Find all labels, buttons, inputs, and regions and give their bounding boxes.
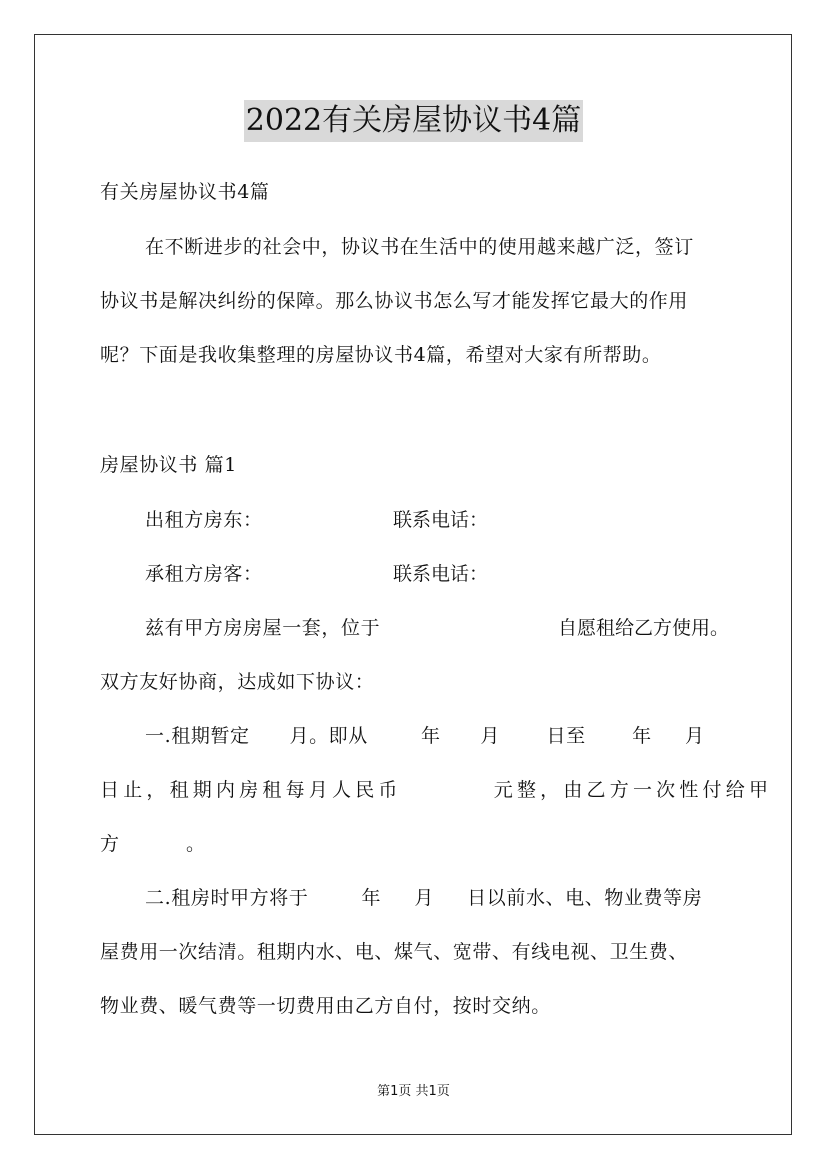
lessor-phone-label: 联系电话： [393,509,489,531]
clause-2-line-3: 物业费、暖气费等一切费用由乙方自付，按时交纳。 [100,995,551,1017]
intro-line-2: 协议书是解决纠纷的保障。那么协议书怎么写才能发挥它最大的作用 [100,290,689,312]
clause-2-line-2: 屋费用一次结清。租期内水、电、煤气、宽带、有线电视、卫生费、 [100,941,689,963]
page-footer: 第1页 共1页 [377,1084,450,1099]
lessor-label: 出租方房东： [145,509,263,531]
clause-intro-line-1a: 兹有甲方房房屋一套，位于 [145,617,381,639]
clause-intro-line-2: 双方友好协商，达成如下协议： [100,671,375,693]
lessee-phone-label: 联系电话： [393,563,489,585]
document-subtitle: 有关房屋协议书4篇 [100,181,270,203]
clause-1-line-3: 方 。 [100,833,206,855]
title-container [0,100,827,142]
section-heading: 房屋协议书 篇1 [100,454,237,476]
clause-2-line-1: 二.租房时甲方将于 年 月 日以前水、电、物业费等房 [145,887,703,909]
intro-line-3: 呢？下面是我收集整理的房屋协议书4篇，希望对大家有所帮助。 [100,344,662,366]
clause-1-line-2: 日止，租期内房租每月人民币 元整，由乙方一次性付给甲 [100,779,773,801]
clause-1-line-1: 一.租期暂定 月。即从 年 月 日至 年 月 [145,725,705,747]
lessee-label: 承租方房客： [145,563,263,585]
document-title: 2022有关房屋协议书4篇 [244,100,583,142]
clause-intro-line-1b: 自愿租给乙方使用。 [558,617,730,639]
intro-line-1: 在不断进步的社会中，协议书在生活中的使用越来越广泛，签订 [145,236,694,258]
